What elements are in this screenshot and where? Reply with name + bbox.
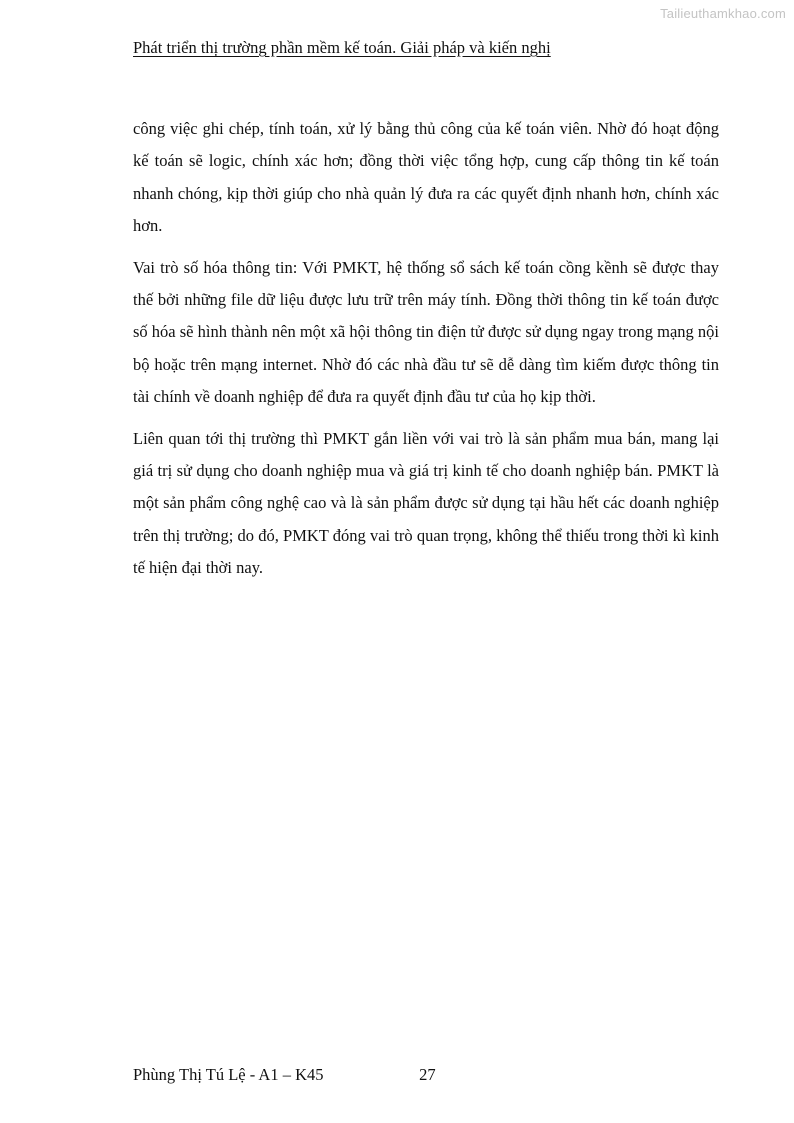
paragraph: công việc ghi chép, tính toán, xử lý bằng thủ công của kế toán viên. Nhờ đó hoạt động kế toán sẽ logic, chính xác hơn; đồng thời việc tổng hợp, cung cấp thông tin kế toán nhanh chóng, kịp thời giúp cho nhà quản lý đưa ra các quyết định nhanh hơn, chính xác hơn. [133,119,719,235]
body-text [133,113,719,594]
page-footer [133,1065,436,1085]
running-header: Phát triển thị trường phần mềm kế toán. Giải pháp và kiến nghị [133,38,551,57]
page-number: 27 [419,1065,436,1084]
watermark: Tailieuthamkhao.com [660,6,786,21]
footer-author: Phùng Thị Tú Lệ - A1 – K45 [133,1065,324,1084]
paragraph: Vai trò số hóa thông tin: Với PMKT, hệ thống sổ sách kế toán cồng kềnh sẽ được thay thế bởi những file dữ liệu được lưu trữ trên máy tính. Đồng thời thông tin kế toán được số hóa sẽ hình thành nên một xã hội thông tin điện tử được sử dụng ngay trong mạng nội bộ hoặc trên mạng internet. Nhờ đó các nhà đầu tư sẽ dễ dàng tìm kiếm được thông tin tài chính về doanh nghiệp để đưa ra quyết định đầu tư của họ kịp thời. [133,257,719,406]
paragraph: Liên quan tới thị trường thì PMKT gắn liền với vai trò là sản phẩm mua bán, mang lại giá trị sử dụng cho doanh nghiệp mua và giá trị kinh tế cho doanh nghiệp bán. PMKT là một sản phẩm công nghệ cao và là sản phẩm được sử dụng tại hầu hết các doanh nghiệp trên thị trường; do đó, PMKT đóng vai trò quan trọng, không thể thiếu trong thời kì kinh tế hiện đại thời nay. [133,428,719,577]
